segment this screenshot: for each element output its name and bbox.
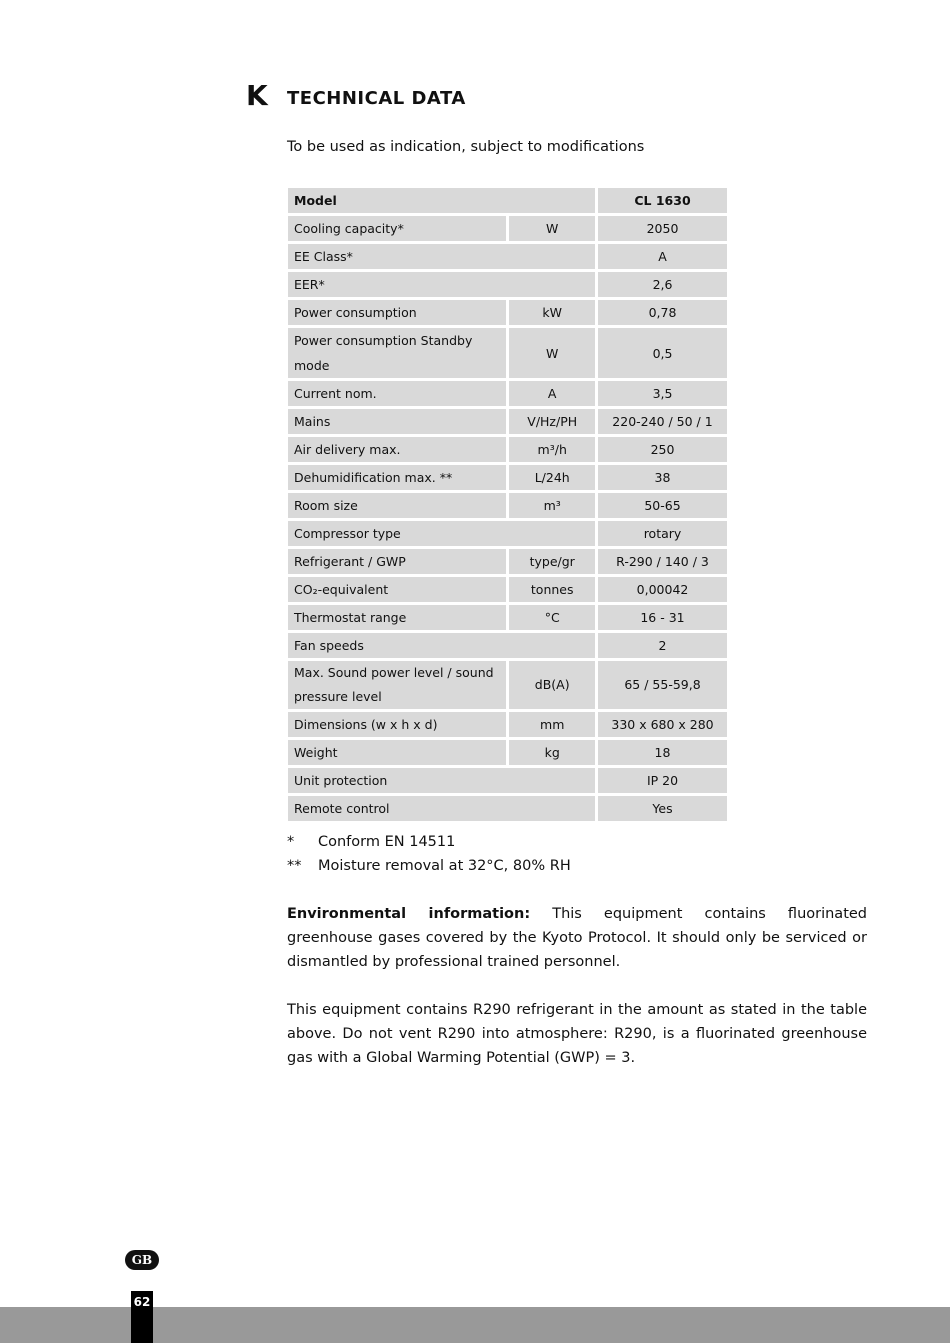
row-label: Dehumidification max. ** (288, 465, 506, 490)
row-value: 2050 (598, 216, 727, 241)
table-row (288, 465, 727, 490)
row-unit: kW (509, 300, 595, 325)
table-row (288, 272, 727, 297)
footnote-text: Conform EN 14511 (318, 834, 456, 850)
row-value: 65 / 55-59,8 (598, 661, 727, 709)
row-value: 2 (598, 633, 727, 658)
section-title: TECHNICAL DATA (287, 88, 466, 109)
row-value: A (598, 244, 727, 269)
table-row (288, 300, 727, 325)
row-unit: V/Hz/PH (509, 409, 595, 434)
table-row (288, 740, 727, 765)
table-row (288, 633, 727, 658)
row-unit: kg (509, 740, 595, 765)
row-label: EE Class* (288, 244, 595, 269)
footnote-mark: ** (287, 858, 302, 874)
table-row (288, 216, 727, 241)
footnotes (287, 830, 571, 878)
environmental-info (287, 902, 867, 974)
row-value: 250 (598, 437, 727, 462)
row-unit: W (509, 328, 595, 378)
row-value: IP 20 (598, 768, 727, 793)
environmental-text: This equipment contains fluorinated greenhouse gases covered by the Kyoto Protocol. It should only be serviced or dismantled by professional trained personnel. (287, 906, 868, 970)
row-label: Weight (288, 740, 506, 765)
row-value: 0,78 (598, 300, 727, 325)
row-label: Max. Sound power level / sound pressure level (288, 661, 506, 709)
row-label: Current nom. (288, 381, 506, 406)
row-unit: dB(A) (509, 661, 595, 709)
table-row (288, 549, 727, 574)
row-unit: °C (509, 605, 595, 630)
row-label: Remote control (288, 796, 595, 821)
footnote-mark: * (287, 834, 295, 850)
row-label: Model (288, 188, 595, 213)
row-label: Refrigerant / GWP (288, 549, 506, 574)
row-value: rotary (598, 521, 727, 546)
row-label: Unit protection (288, 768, 595, 793)
row-label: Power consumption (288, 300, 506, 325)
environmental-label: Environmental information: (287, 906, 531, 922)
row-unit: tonnes (509, 577, 595, 602)
row-label: CO₂-equivalent (288, 577, 506, 602)
row-unit: W (509, 216, 595, 241)
row-unit: A (509, 381, 595, 406)
table-row (288, 577, 727, 602)
table-row (288, 493, 727, 518)
row-value: 50-65 (598, 493, 727, 518)
footnote (287, 830, 571, 854)
row-value: 0,5 (598, 328, 727, 378)
page-number: 62 (131, 1291, 153, 1343)
row-unit: type/gr (509, 549, 595, 574)
row-unit: m³ (509, 493, 595, 518)
row-value: 220-240 / 50 / 1 (598, 409, 727, 434)
row-value: 16 - 31 (598, 605, 727, 630)
technical-data-table (285, 185, 730, 824)
row-unit: m³/h (509, 437, 595, 462)
table-row (288, 328, 727, 378)
row-label: Fan speeds (288, 633, 595, 658)
row-value: 2,6 (598, 272, 727, 297)
language-badge: GB (125, 1250, 159, 1270)
footnote-text: Moisture removal at 32°C, 80% RH (318, 858, 571, 874)
row-value: 38 (598, 465, 727, 490)
subtitle: To be used as indication, subject to modifications (287, 139, 645, 155)
table-row (288, 244, 727, 269)
row-label: Compressor type (288, 521, 595, 546)
row-label: Dimensions (w x h x d) (288, 712, 506, 737)
row-unit: L/24h (509, 465, 595, 490)
row-value: CL 1630 (598, 188, 727, 213)
refrigerant-note: This equipment contains R290 refrigerant in the amount as stated in the table above. Do not vent R290 into atmosphere: R290, is a fluorinated greenhouse gas with a Global Warming Potential (GWP) = 3. (287, 1002, 867, 1066)
row-label: Air delivery max. (288, 437, 506, 462)
section-letter: K (246, 79, 268, 112)
row-label: Room size (288, 493, 506, 518)
table-row (288, 381, 727, 406)
row-label: Cooling capacity* (288, 216, 506, 241)
table-row (288, 712, 727, 737)
table-row (288, 605, 727, 630)
row-label: Thermostat range (288, 605, 506, 630)
table-row (288, 521, 727, 546)
row-value: R-290 / 140 / 3 (598, 549, 727, 574)
row-label: Mains (288, 409, 506, 434)
table-row (288, 437, 727, 462)
table-row (288, 768, 727, 793)
row-value: 3,5 (598, 381, 727, 406)
row-label: Power consumption Standby mode (288, 328, 506, 378)
row-unit: mm (509, 712, 595, 737)
row-value: 330 x 680 x 280 (598, 712, 727, 737)
table-row (288, 661, 727, 709)
table-row (288, 796, 727, 821)
row-value: 0,00042 (598, 577, 727, 602)
footnote (287, 854, 571, 878)
row-label: EER* (288, 272, 595, 297)
row-value: 18 (598, 740, 727, 765)
table-row (288, 409, 727, 434)
row-value: Yes (598, 796, 727, 821)
table-row (288, 188, 727, 213)
